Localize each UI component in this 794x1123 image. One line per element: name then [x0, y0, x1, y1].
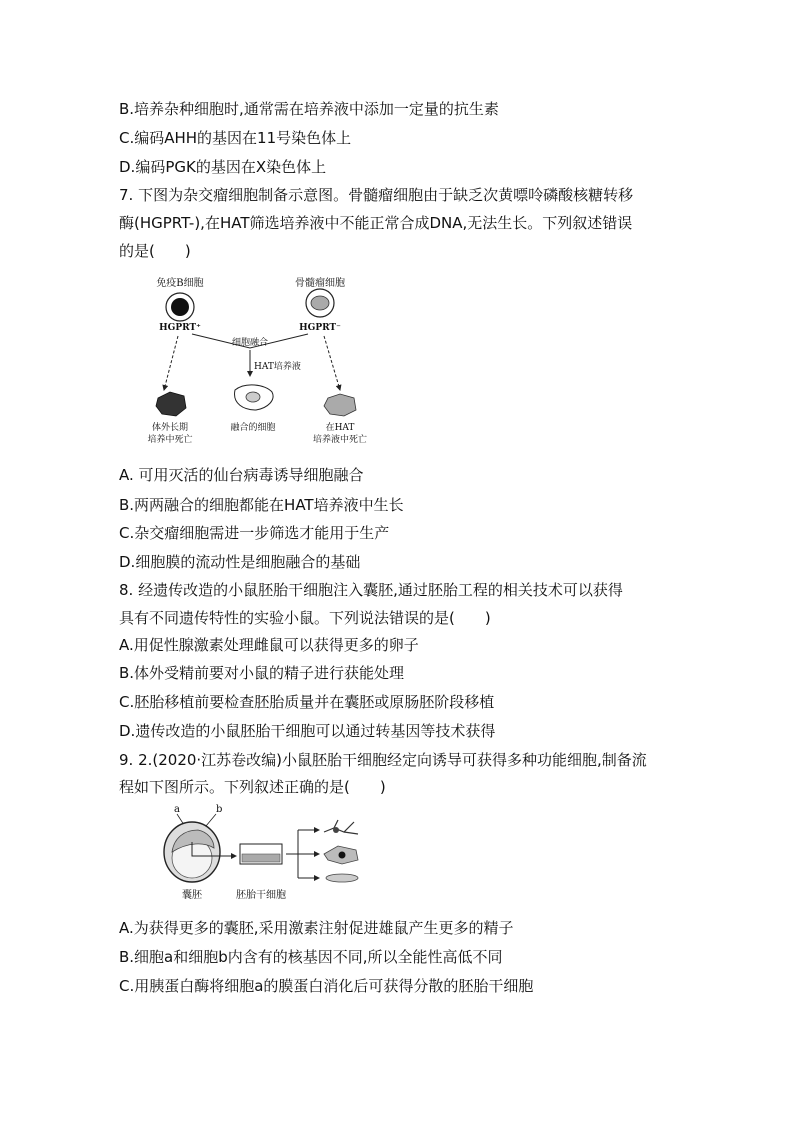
neuron-cell — [324, 820, 358, 834]
label-hgprt-plus: HGPRT⁺ — [159, 323, 201, 333]
q9-stem-line-1: 9. 2.(2020·江苏卷改编)小鼠胚胎干细胞经定向诱导可获得多种功能细胞,制备流 — [119, 751, 647, 769]
right-dashed-arrow — [324, 336, 340, 390]
q7-option-b: B.两两融合的细胞都能在HAT培养液中生长 — [119, 496, 404, 514]
myeloma-nucleus — [311, 296, 329, 310]
left-dashed-arrow — [164, 336, 178, 390]
b-cell-nucleus — [171, 298, 189, 316]
q8-option-a: A.用促性腺激素处理雌鼠可以获得更多的卵子 — [119, 636, 419, 654]
label-cell-a: a — [174, 804, 180, 815]
q9-option-b: B.细胞a和细胞b内含有的核基因不同,所以全能性高低不同 — [119, 948, 503, 966]
q9-stem-line-2: 程如下图所示。下列叙述正确的是( ) — [119, 778, 386, 796]
q7-option-a: A. 可用灭活的仙台病毒诱导细胞融合 — [119, 466, 364, 484]
q7-stem-line-3: 的是( ) — [119, 242, 191, 260]
dead-myeloma-cell — [324, 394, 356, 416]
label-fusion: 细胞融合 — [231, 338, 269, 348]
q7-stem-line-1: 7. 下图为杂交瘤细胞制备示意图。骨髓瘤细胞由于缺乏次黄嘌呤磷酸核糖转移 — [119, 186, 634, 204]
label-right-1: 在HAT — [325, 423, 355, 433]
hybridoma-diagram — [140, 270, 380, 450]
q7-stem-line-2: 酶(HGPRT-),在HAT筛选培养液中不能正常合成DNA,无法生长。下列叙述错误 — [119, 214, 633, 232]
q6-option-c: C.编码AHH的基因在11号染色体上 — [119, 129, 352, 147]
label-left-2: 培养中死亡 — [147, 435, 193, 445]
es-cell-layer — [242, 854, 280, 862]
label-mid: 融合的细胞 — [230, 423, 276, 433]
label-b-cell: 免疫B细胞 — [156, 278, 204, 289]
branch-arrows — [286, 830, 314, 878]
q6-option-d: D.编码PGK的基因在X染色体上 — [119, 158, 327, 176]
epithelial-cell — [326, 874, 358, 882]
label-right-2: 培养液中死亡 — [312, 435, 368, 445]
pointer-b — [206, 814, 216, 826]
q8-stem-line-2: 具有不同遗传特性的实验小鼠。下列说法错误的是( ) — [119, 609, 491, 627]
branch-arrow-head-1 — [314, 827, 320, 833]
neuron-body — [333, 827, 339, 833]
q8-option-b: B.体外受精前要对小鼠的精子进行获能处理 — [119, 664, 405, 682]
label-myeloma: 骨髓瘤细胞 — [295, 278, 345, 289]
branch-arrow-head-2 — [314, 851, 320, 857]
q7-option-d: D.细胞膜的流动性是细胞融合的基础 — [119, 553, 361, 571]
q9-option-c: C.用胰蛋白酶将细胞a的膜蛋白消化后可获得分散的胚胎干细胞 — [119, 977, 534, 995]
label-cell-b: b — [216, 804, 223, 815]
label-hgprt-minus: HGPRT⁻ — [299, 323, 341, 333]
q8-option-d: D.遗传改造的小鼠胚胎干细胞可以通过转基因等技术获得 — [119, 722, 496, 740]
branch-arrow-head-3 — [314, 875, 320, 881]
dead-b-cell — [156, 392, 186, 416]
label-left-1: 体外长期 — [151, 423, 189, 433]
fused-cell-nucleus — [246, 392, 260, 402]
q8-option-c: C.胚胎移植前要检查胚胎质量并在囊胚或原肠胚阶段移植 — [119, 693, 495, 711]
es-cell-diagram — [158, 802, 368, 904]
label-es-cells: 胚胎干细胞 — [236, 890, 286, 901]
q8-stem-line-1: 8. 经遗传改造的小鼠胚胎干细胞注入囊胚,通过胚胎工程的相关技术可以获得 — [119, 581, 623, 599]
q6-option-b: B.培养杂种细胞时,通常需在培养液中添加一定量的抗生素 — [119, 100, 499, 118]
q7-option-c: C.杂交瘤细胞需进一步筛选才能用于生产 — [119, 524, 390, 542]
q9-option-a: A.为获得更多的囊胚,采用激素注射促进雄鼠产生更多的精子 — [119, 919, 514, 937]
label-blastocyst: 囊胚 — [182, 890, 202, 901]
muscle-cell-nucleus — [339, 852, 346, 859]
label-hat-medium: HAT培养液 — [254, 362, 301, 372]
